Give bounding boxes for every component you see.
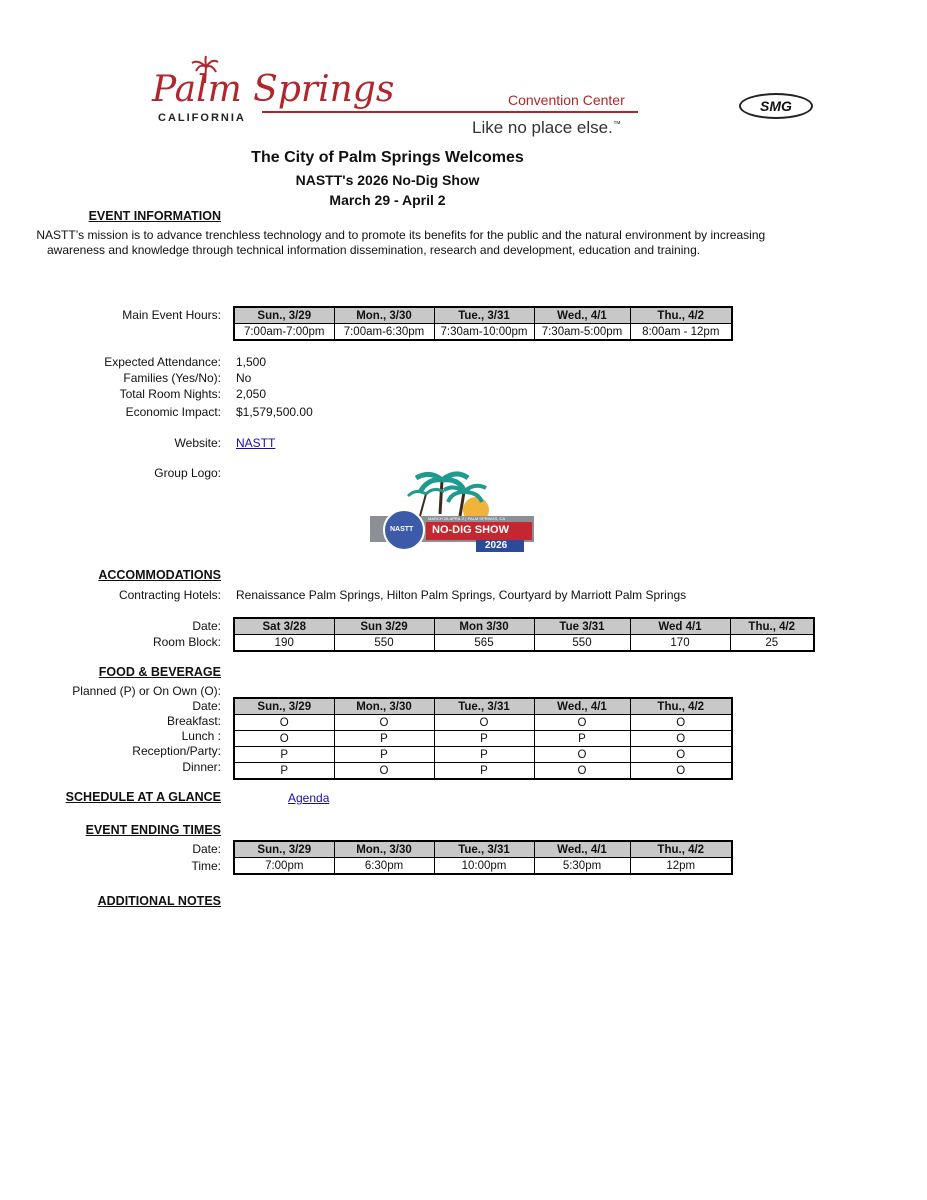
food-row-reception — [234, 747, 732, 763]
room-date: Sat 3/28 — [234, 618, 334, 635]
notes-heading: ADDITIONAL NOTES — [97, 894, 221, 908]
food-day: Mon., 3/30 — [334, 698, 434, 715]
room-block-cell: 550 — [534, 635, 630, 652]
group-logo-label: Group Logo: — [154, 466, 221, 480]
food-cell: P — [234, 763, 334, 780]
food-cell: O — [334, 763, 434, 780]
ending-cell: 7:00pm — [234, 858, 334, 875]
impact-label: Economic Impact: — [125, 405, 221, 419]
room-block-cell: 565 — [434, 635, 534, 652]
main-hours-day: Mon., 3/30 — [334, 307, 434, 324]
main-hours-label: Main Event Hours: — [122, 308, 221, 322]
food-row-lunch — [234, 731, 732, 747]
page-subtitle: NASTT's 2026 No-Dig Show — [295, 172, 480, 188]
logo-main-text: Palm Springs — [152, 69, 395, 110]
food-cell: O — [234, 715, 334, 731]
planned-label: Planned (P) or On Own (O): — [72, 684, 221, 698]
food-cell: P — [434, 731, 534, 747]
logo-tagline-text: Like no place else.™ — [472, 118, 621, 137]
ending-day: Mon., 3/30 — [334, 841, 434, 858]
main-hours-cell: 7:30am-10:00pm — [434, 324, 534, 341]
no-dig-banner-top: MARCH 29-APRIL 2 | PALM SPRINGS, CA — [428, 516, 506, 521]
room-block-cell: 190 — [234, 635, 334, 652]
food-cell: O — [630, 715, 732, 731]
ending-cell: 6:30pm — [334, 858, 434, 875]
food-cell: P — [334, 747, 434, 763]
room-date: Mon 3/30 — [434, 618, 534, 635]
palm-springs-logo — [150, 55, 645, 140]
main-hours-day: Tue., 3/31 — [434, 307, 534, 324]
food-row-label: Dinner: — [182, 760, 221, 774]
main-hours-cell: 8:00am - 12pm — [630, 324, 732, 341]
main-hours-day: Wed., 4/1 — [534, 307, 630, 324]
logo-state-text: CALIFORNIA — [158, 112, 246, 124]
no-dig-show-logo — [368, 470, 536, 556]
food-cell: O — [630, 747, 732, 763]
impact-value: $1,579,500.00 — [236, 405, 313, 419]
no-dig-name: NO-DIG SHOW — [432, 524, 509, 536]
room-block-table — [233, 617, 815, 652]
food-cell: P — [234, 747, 334, 763]
families-label: Families (Yes/No): — [123, 371, 221, 385]
main-hours-table — [233, 306, 733, 341]
attendance-label: Expected Attendance: — [104, 355, 221, 369]
food-day: Wed., 4/1 — [534, 698, 630, 715]
ending-cell: 12pm — [630, 858, 732, 875]
room-date-label: Date: — [192, 619, 221, 633]
room-block-cell: 170 — [630, 635, 730, 652]
food-day: Tue., 3/31 — [434, 698, 534, 715]
hotels-label: Contracting Hotels: — [118, 588, 221, 602]
website-label: Website: — [174, 436, 221, 450]
room-date: Tue 3/31 — [534, 618, 630, 635]
food-cell: O — [234, 731, 334, 747]
ending-day: Thu., 4/2 — [630, 841, 732, 858]
food-row-dinner — [234, 763, 732, 780]
agenda-link[interactable]: Agenda — [288, 791, 330, 805]
room-date: Wed 4/1 — [630, 618, 730, 635]
smg-logo — [739, 93, 813, 119]
food-cell: O — [534, 715, 630, 731]
mission-line-2: awareness and knowledge through technical information dissemination, research and development, education and training. — [47, 243, 701, 257]
food-table — [233, 697, 733, 780]
palm-sun-icon — [368, 470, 536, 556]
ending-cell: 5:30pm — [534, 858, 630, 875]
room-block-cell: 25 — [730, 635, 814, 652]
nastt-badge-text: NASTT — [390, 526, 414, 533]
ending-day: Sun., 3/29 — [234, 841, 334, 858]
food-day: Thu., 4/2 — [630, 698, 732, 715]
food-row-label: Breakfast: — [166, 714, 221, 728]
room-block-label: Room Block: — [152, 635, 221, 649]
event-info-heading: EVENT INFORMATION — [88, 209, 221, 223]
food-cell: O — [630, 731, 732, 747]
no-dig-year: 2026 — [485, 540, 508, 551]
food-cell: P — [534, 731, 630, 747]
ending-day: Tue., 3/31 — [434, 841, 534, 858]
food-cell: P — [434, 763, 534, 780]
food-cell: O — [534, 763, 630, 780]
logo-rule — [262, 111, 638, 113]
main-hours-cell: 7:00am-6:30pm — [334, 324, 434, 341]
food-day: Sun., 3/29 — [234, 698, 334, 715]
room-nights-value: 2,050 — [236, 387, 267, 401]
main-hours-day: Sun., 3/29 — [234, 307, 334, 324]
food-row-label: Reception/Party: — [132, 744, 221, 758]
food-date-label: Date: — [192, 699, 221, 713]
ending-time-label: Time: — [191, 859, 221, 873]
food-cell: P — [334, 731, 434, 747]
food-cell: P — [434, 747, 534, 763]
logo-venue-text: Convention Center — [508, 92, 625, 108]
food-row-label: Lunch : — [181, 729, 221, 743]
food-row-breakfast — [234, 715, 732, 731]
main-hours-cell: 7:30am-5:00pm — [534, 324, 630, 341]
attendance-value: 1,500 — [236, 355, 267, 369]
ending-date-label: Date: — [192, 842, 221, 856]
page-title: The City of Palm Springs Welcomes — [251, 149, 524, 166]
smg-logo-text: SMG — [760, 98, 792, 114]
ending-heading: EVENT ENDING TIMES — [85, 823, 221, 837]
website-link[interactable]: NASTT — [236, 436, 276, 450]
room-date: Sun 3/29 — [334, 618, 434, 635]
main-hours-cell: 7:00am-7:00pm — [234, 324, 334, 341]
accommodations-heading: ACCOMMODATIONS — [98, 568, 221, 582]
room-date: Thu., 4/2 — [730, 618, 814, 635]
main-hours-day: Thu., 4/2 — [630, 307, 732, 324]
food-cell: O — [630, 763, 732, 780]
food-heading: FOOD & BEVERAGE — [98, 665, 221, 679]
food-cell: O — [534, 747, 630, 763]
ending-cell: 10:00pm — [434, 858, 534, 875]
food-cell: O — [434, 715, 534, 731]
families-value: No — [236, 371, 252, 385]
room-block-cell: 550 — [334, 635, 434, 652]
ending-day: Wed., 4/1 — [534, 841, 630, 858]
ending-table — [233, 840, 733, 875]
room-nights-label: Total Room Nights: — [119, 387, 221, 401]
food-cell: O — [334, 715, 434, 731]
hotels-value: Renaissance Palm Springs, Hilton Palm Springs, Courtyard by Marriott Palm Springs — [236, 588, 687, 602]
schedule-heading: SCHEDULE AT A GLANCE — [65, 790, 221, 804]
mission-line-1: NASTT’s mission is to advance trenchless technology and to promote its benefits for the public and the natural environment by increasing — [33, 228, 766, 242]
page-dates: March 29 - April 2 — [329, 192, 446, 208]
